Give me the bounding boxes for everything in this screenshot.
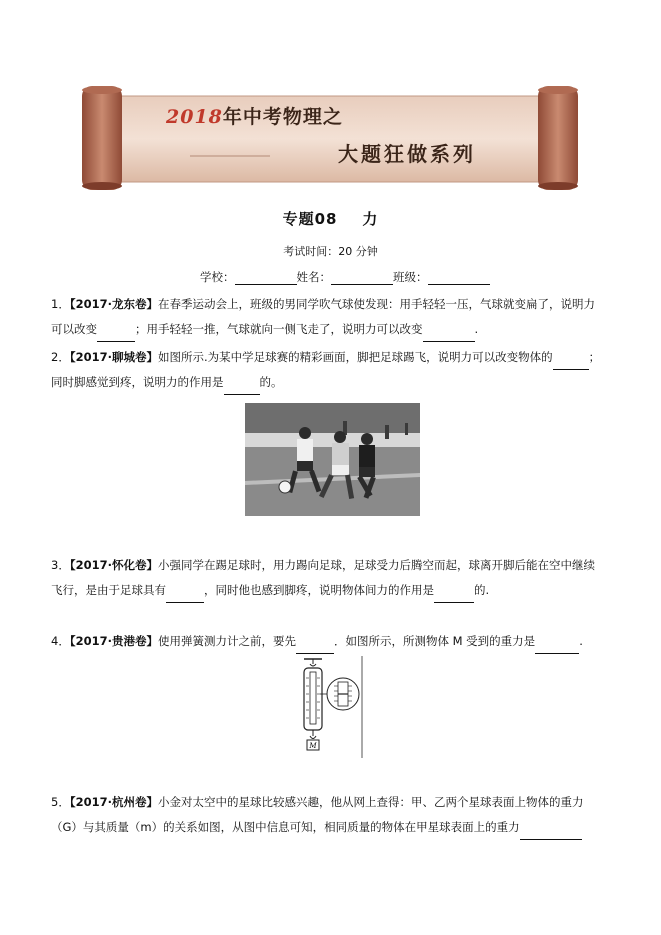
class-label: 班级： [393,270,428,284]
answer-blank[interactable] [535,641,579,654]
question-source: 【2017·贵港卷】 [69,634,158,648]
question-text: ；用手轻轻一推，气球就向一侧飞走了，说明力可以改变 [135,322,423,336]
name-label: 姓名： [296,270,331,284]
question-4 [51,629,611,654]
exam-time: 考试时间：20 分钟 [283,245,378,258]
school-label: 学校： [200,270,235,284]
question-number: 1． [51,297,70,311]
banner-heading-line1 [166,102,343,129]
question-source: 【2017·龙东卷】 [69,297,158,311]
question-source: 【2017·杭州卷】 [69,795,158,809]
question-2 [51,345,611,395]
question-text: 使用弹簧测力计之前，要先 [157,634,296,648]
answer-blank[interactable] [423,329,475,342]
soccer-photo [245,403,420,516]
question-text: ； [588,350,601,364]
student-info-line [200,269,490,285]
question-text: 的. [474,583,490,597]
question-number: 4． [51,634,70,648]
question-text: 可以改变 [51,322,97,336]
name-blank[interactable] [331,272,393,285]
banner-heading-line2: 大题狂做系列 [338,142,476,166]
question-text: （G）与其质量（m）的关系如图，从图中信息可知，相同质量的物体在甲星球表面上的重力 [51,820,520,834]
question-3 [51,553,611,603]
question-text: 在春季运动会上，班级的男同学吹气球使发现：用手轻轻一压，气球就变扁了，说明力 [157,297,595,311]
school-blank[interactable] [235,272,297,285]
question-text: 小金对太空中的星球比较感兴趣，他从网上查得：甲、乙两个星球表面上物体的重力 [157,795,584,809]
question-text: 同时脚感觉到疼，说明力的作用是 [51,375,224,389]
answer-blank[interactable] [166,590,204,603]
spring-scale-figure [298,656,366,758]
question-number: 5． [51,795,70,809]
question-text: . [474,322,479,336]
question-5 [51,790,611,840]
answer-blank[interactable] [434,590,474,603]
answer-blank[interactable] [97,329,135,342]
answer-blank[interactable] [553,357,589,370]
question-number: 2． [51,350,70,364]
question-text: 小强同学在踢足球时，用力踢向足球，足球受力后腾空而起，球离开脚后能在空中继续 [157,558,595,572]
question-text: 的。 [259,375,283,389]
question-text: 飞行，是由于足球具有 [51,583,166,597]
question-source: 【2017·怀化卷】 [69,558,158,572]
title-banner [80,86,580,190]
question-text: . [579,634,583,648]
question-text: ．如图所示，所测物体 M 受到的重力是 [333,634,536,648]
banner-year: 2018 [166,106,223,128]
class-blank[interactable] [428,272,490,285]
question-1 [51,292,611,342]
answer-blank[interactable] [520,827,582,840]
document-title: 专题08 力 [282,210,379,228]
question-text: ，同时他也感到脚疼，说明物体间力的作用是 [204,583,434,597]
answer-blank[interactable] [224,382,260,395]
answer-blank[interactable] [296,641,334,654]
question-text: 如图所示.为某中学足球赛的精彩画面，脚把足球踢飞，说明力可以改变物体的 [157,350,553,364]
question-source: 【2017·聊城卷】 [69,350,158,364]
banner-heading-text: 年中考物理之 [222,106,343,128]
question-number: 3． [51,558,70,572]
weight-m-label: M [309,742,317,750]
